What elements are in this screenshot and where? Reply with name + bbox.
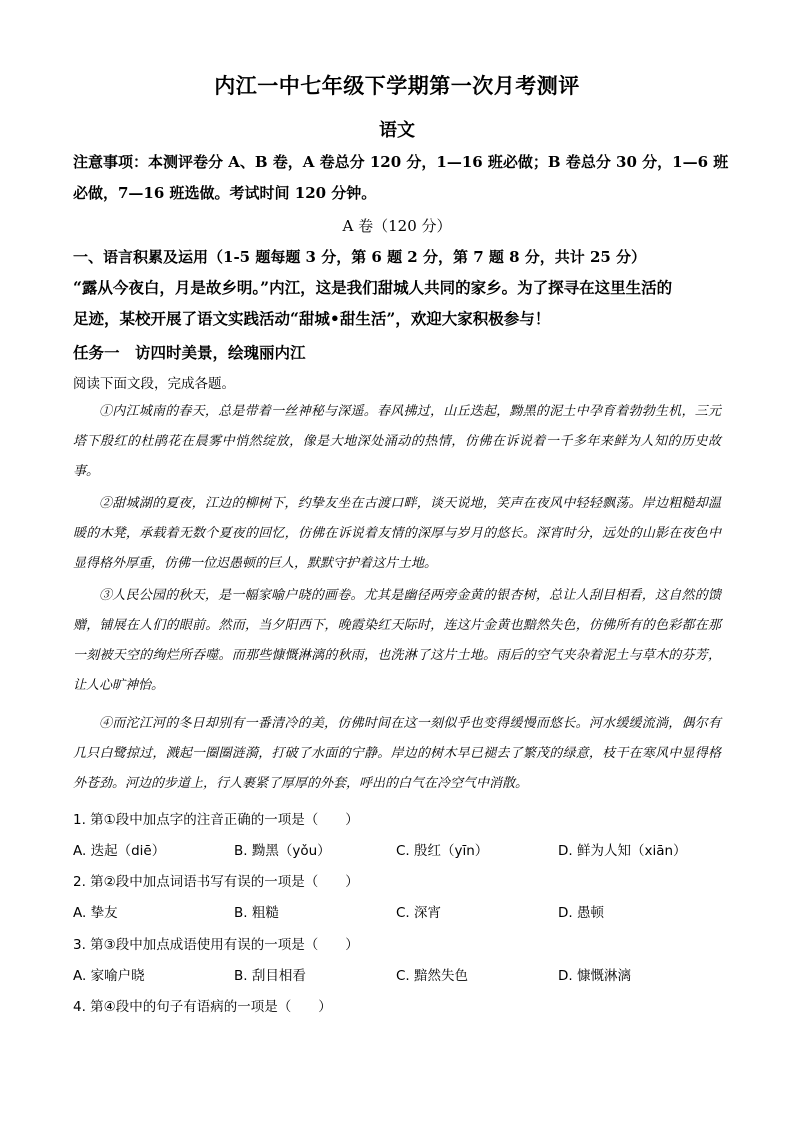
passage-paragraph-3: ③人民公园的秋天，是一幅家喻户晓的画卷。尤其是幽径两旁金黄的银杏树，总让人刮目相看，这自然的馈赠，铺展在人们的眼前。然而，当夕阳西下，晚霞染红天际时，连这片金黄也黯然失色，仿佛所有的色彩都在那一刻被天空的绚烂所吞噬。而那些慷慨淋漓的秋雨，也洗淋了这片土地。雨后的空气夹杂着泥土与草木的芬芳，让人心旷神怡。: [73, 588, 721, 693]
intro-line-2: 足迹，某校开展了语文实践活动“甜城•甜生活”，欢迎大家积极参与！: [73, 309, 551, 328]
task1-heading: 任务一 访四时美景，绘瑰丽内江: [73, 343, 306, 362]
passage-paragraph-1: ①内江城南的春天，总是带着一丝神秘与深遥。春风拂过，山丘迭起，黝黑的泥土中孕育着勃勃生机，三元塔下殷红的杜鹃花在晨雾中悄然绽放，像是大地深处涌动的热情，仿佛在诉说着一千多年来鲜为人知的历史故事。: [73, 404, 721, 479]
q3-option-d: D. 慷慨淋漓: [558, 968, 631, 984]
passage-paragraph-2: ②甜城湖的夏夜，江边的柳树下，约挚友坐在古渡口畔，谈天说地，笑声在夜风中轻轻飘荡。岸边粗糙却温暖的木凳，承载着无数个夏夜的回忆，仿佛在诉说着友情的深厚与岁月的悠长。深宵时分，远处的山影在夜色中显得格外厚重，仿佛一位迟愚顿的巨人，默默守护着这片土地。: [73, 496, 721, 571]
notice-line-2: 必做，7—16 班选做。考试时间 120 分钟。: [73, 184, 377, 202]
q2-option-d: D. 愚顿: [558, 905, 604, 921]
notice-line-1: 注意事项：本测评卷分 A、B 卷，A 卷总分 120 分，1—16 班必做；B 卷总分 30 分，1—6 班: [73, 153, 729, 171]
question-1-stem: 1. 第①段中加点字的注音正确的一项是（ ）: [73, 812, 359, 828]
subject-title: 语文: [379, 120, 415, 141]
q1-option-b: B. 黝黑（yǒu）: [234, 843, 331, 859]
page-title: 内江一中七年级下学期第一次月考测评: [214, 73, 580, 98]
q3-option-c: C. 黯然失色: [396, 968, 469, 984]
q2-option-c: C. 深宵: [396, 905, 442, 921]
q1-option-a: A. 迭起（diē）: [73, 843, 166, 859]
q2-option-b: B. 粗糙: [234, 905, 279, 921]
q1-option-c: C. 殷红（yīn）: [396, 843, 489, 859]
section-a-heading: A 卷（120 分）: [342, 217, 452, 235]
q3-option-b: B. 刮目相看: [234, 968, 306, 984]
question-2-stem: 2. 第②段中加点词语书写有误的一项是（ ）: [73, 874, 359, 890]
intro-line-1: “露从今夜白，月是故乡明。”内江，这是我们甜城人共同的家乡。为了探寻在这里生活的: [73, 278, 673, 297]
passage-paragraph-4: ④而沱江河的冬日却别有一番清冷的美，仿佛时间在这一刻似乎也变得缓慢而悠长。河水缓缓流淌，偶尔有几只白鹭掠过，溅起一圈圈涟漪，打破了水面的宁静。岸边的树木早已褪去了繁茂的绿意，枝干在寒风中显得格外苍劲。河边的步道上，行人裹紧了厚厚的外套，呼出的白气在冷空气中消散。: [73, 716, 721, 791]
q1-option-d: D. 鲜为人知（xiān）: [558, 843, 687, 859]
question-4-stem: 4. 第④段中的句子有语病的一项是（ ）: [73, 999, 332, 1015]
q3-option-a: A. 家喻户晓: [73, 968, 145, 984]
q2-option-a: A. 挚友: [73, 905, 118, 921]
part1-heading: 一、语言积累及运用（1-5 题每题 3 分，第 6 题 2 分，第 7 题 8 分，共计 25 分）: [73, 248, 647, 266]
question-3-stem: 3. 第③段中加点成语使用有误的一项是（ ）: [73, 937, 359, 953]
instruction: 阅读下面文段，完成各题。: [73, 376, 235, 392]
